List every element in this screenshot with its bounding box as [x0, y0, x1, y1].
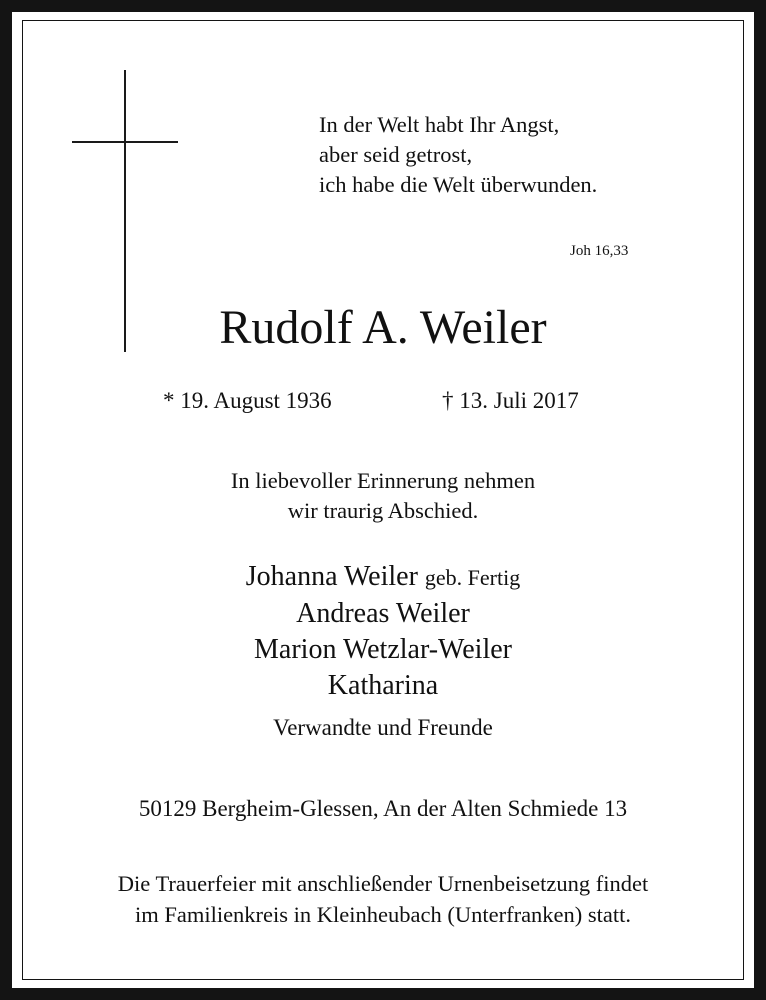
- memory-line: wir traurig Abschied.: [287, 498, 479, 523]
- family-member-name: Johanna Weiler: [245, 561, 418, 592]
- family-member: [0, 559, 766, 596]
- family-list: [0, 559, 766, 704]
- relatives-line: Verwandte und Freunde: [273, 715, 493, 740]
- memory-line: In liebevoller Erinnerung nehmen: [230, 468, 536, 493]
- family-member: Andreas Weiler: [296, 598, 470, 629]
- verse-line: aber seid getrost,: [319, 142, 473, 167]
- death-date: † 13. Juli 2017: [442, 388, 579, 413]
- family-member: Marion Wetzlar-Weiler: [254, 634, 512, 665]
- address: 50129 Bergheim-Glessen, An der Alten Schmiede 13: [138, 796, 628, 821]
- verse-line: ich habe die Welt überwunden.: [319, 172, 598, 197]
- bible-verse: [319, 110, 679, 200]
- service-line: im Familienkreis in Kleinheubach (Unterfranken) statt.: [134, 902, 632, 927]
- birth-date: * 19. August 1936: [163, 388, 332, 413]
- service-line: Die Trauerfeier mit anschließender Urnenbeisetzung findet: [117, 871, 649, 896]
- family-member-maiden-name: geb. Fertig: [424, 565, 521, 590]
- service-info: [0, 868, 766, 930]
- deceased-name: Rudolf A. Weiler: [219, 301, 547, 354]
- verse-reference: Joh 16,33: [570, 243, 629, 259]
- cross-horizontal-bar: [72, 141, 178, 143]
- family-member: Katharina: [327, 670, 439, 701]
- memory-text: [0, 466, 766, 526]
- verse-line: In der Welt habt Ihr Angst,: [319, 112, 560, 137]
